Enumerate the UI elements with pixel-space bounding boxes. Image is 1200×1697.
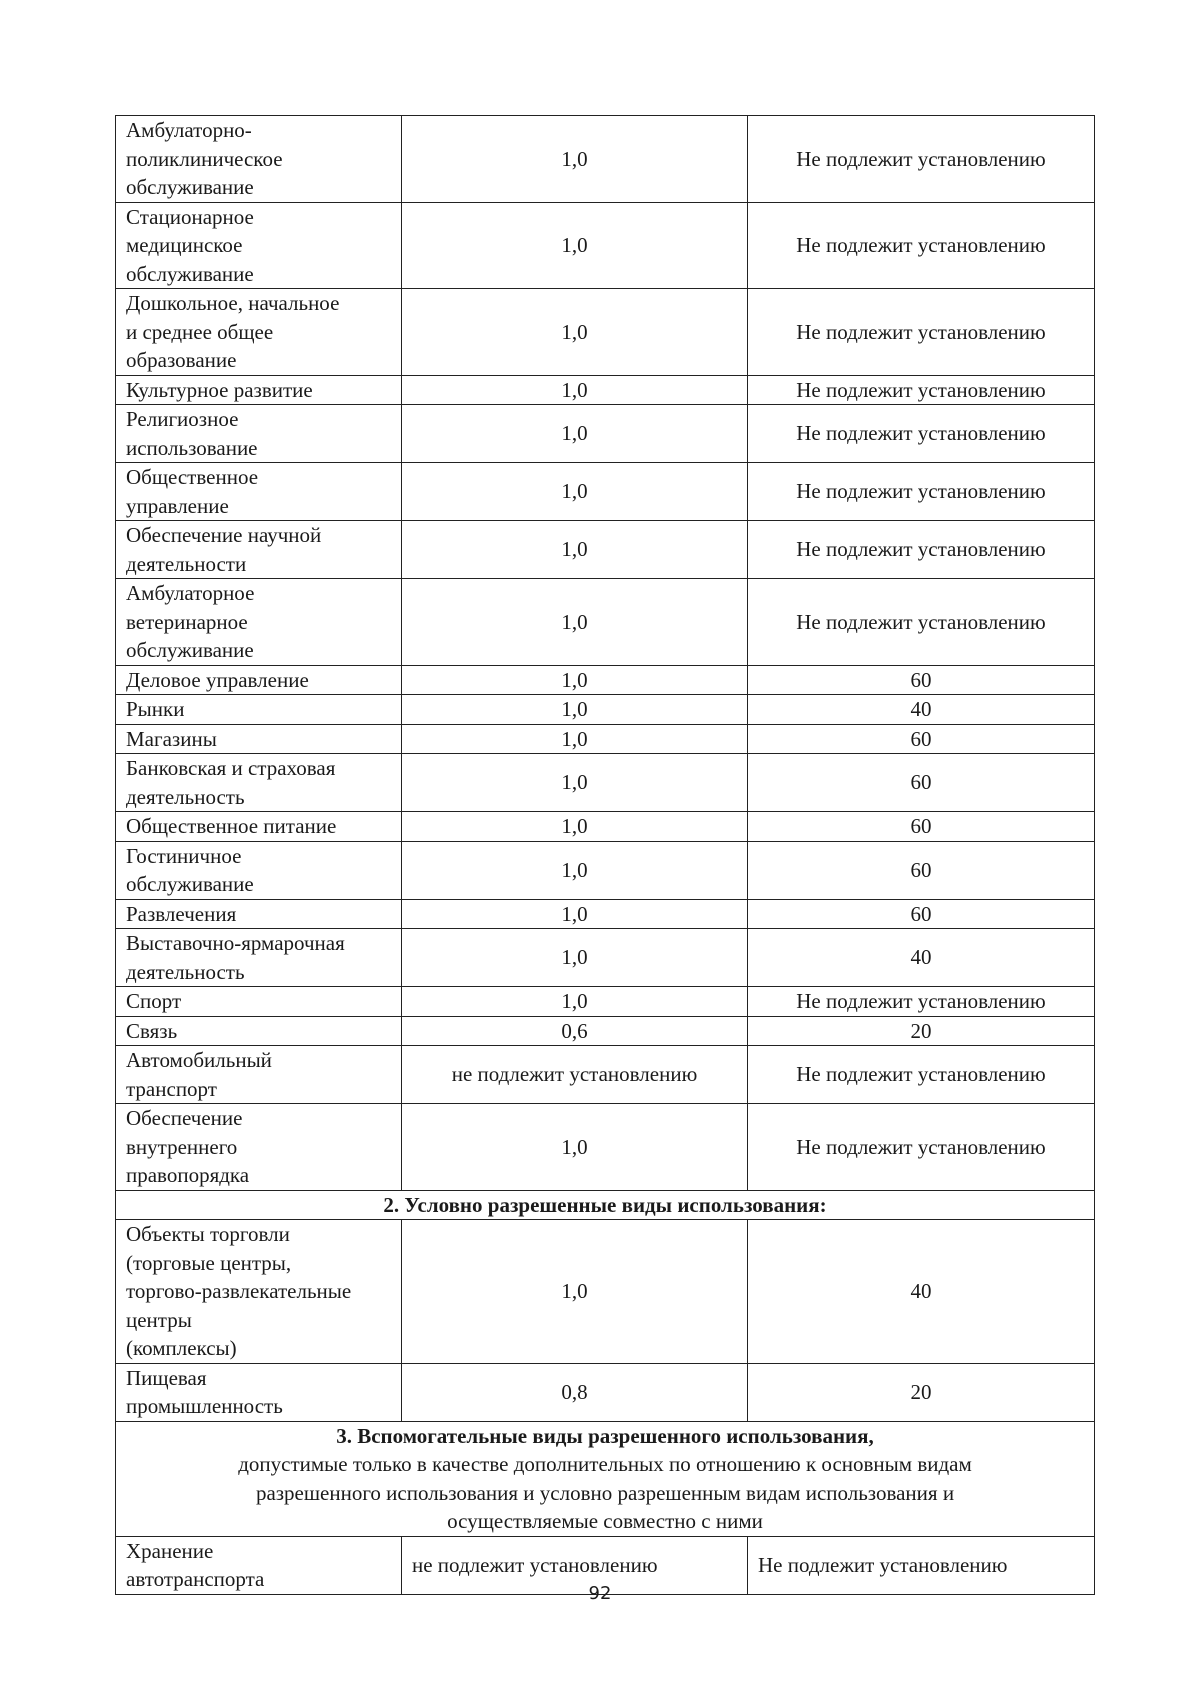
- coefficient-cell: 1,0: [402, 812, 748, 842]
- name-cell: Магазины: [116, 724, 402, 754]
- percent-cell: Не подлежит установлению: [748, 987, 1095, 1017]
- percent-cell: 60: [748, 899, 1095, 929]
- table-row: [116, 899, 1095, 929]
- section-title: 2. Условно разрешенные виды использования:: [383, 1192, 827, 1217]
- table-row: [116, 841, 1095, 899]
- coefficient-cell: 1,0: [402, 724, 748, 754]
- table-row: [116, 405, 1095, 463]
- percent-cell: Не подлежит установлению: [748, 1104, 1095, 1191]
- coefficient-cell: 1,0: [402, 1220, 748, 1364]
- name-cell: Амбулаторно- поликлиническое обслуживание: [116, 116, 402, 203]
- coefficient-cell: 0,6: [402, 1016, 748, 1046]
- percent-cell: Не подлежит установлению: [748, 405, 1095, 463]
- name-cell: Автомобильный транспорт: [116, 1046, 402, 1104]
- percent-cell: 60: [748, 812, 1095, 842]
- coefficient-cell: 1,0: [402, 695, 748, 725]
- name-cell: Амбулаторное ветеринарное обслуживание: [116, 579, 402, 666]
- percent-cell: Не подлежит установлению: [748, 521, 1095, 579]
- percent-cell: 60: [748, 665, 1095, 695]
- name-cell: Общественное управление: [116, 463, 402, 521]
- table-row: [116, 116, 1095, 203]
- table-row: [116, 987, 1095, 1017]
- table-row: [116, 1220, 1095, 1364]
- name-cell: Хранение автотранспорта: [116, 1536, 402, 1594]
- name-cell: Выставочно-ярмарочная деятельность: [116, 929, 402, 987]
- percent-cell: Не подлежит установлению: [748, 375, 1095, 405]
- percent-cell: 40: [748, 1220, 1095, 1364]
- percent-cell: 60: [748, 754, 1095, 812]
- name-cell: Обеспечение научной деятельности: [116, 521, 402, 579]
- table-row: [116, 1104, 1095, 1191]
- coefficient-cell: 1,0: [402, 463, 748, 521]
- name-cell: Обеспечение внутреннего правопорядка: [116, 1104, 402, 1191]
- section-2-header-cell: [116, 1190, 1095, 1220]
- table-row: [116, 665, 1095, 695]
- name-cell: Рынки: [116, 695, 402, 725]
- table-row: [116, 202, 1095, 289]
- name-cell: Связь: [116, 1016, 402, 1046]
- name-cell: Банковская и страховая деятельность: [116, 754, 402, 812]
- section-2-header: [116, 1190, 1095, 1220]
- table-row: [116, 695, 1095, 725]
- coefficient-cell: 1,0: [402, 987, 748, 1017]
- name-cell: Деловое управление: [116, 665, 402, 695]
- percent-cell: 60: [748, 841, 1095, 899]
- coefficient-cell: 1,0: [402, 1104, 748, 1191]
- percent-cell: Не подлежит установлению: [748, 202, 1095, 289]
- coefficient-cell: 1,0: [402, 899, 748, 929]
- section-subtitle-line: допустимые только в качестве дополнительных по отношению к основным видам: [238, 1452, 972, 1476]
- coefficient-cell: 1,0: [402, 521, 748, 579]
- coefficient-cell: 1,0: [402, 202, 748, 289]
- name-cell: Развлечения: [116, 899, 402, 929]
- name-cell: Объекты торговли (торговые центры, торгово-развлекательные центры (комплексы): [116, 1220, 402, 1364]
- table-row: [116, 929, 1095, 987]
- coefficient-cell: 1,0: [402, 579, 748, 666]
- percent-cell: Не подлежит установлению: [748, 289, 1095, 376]
- percent-cell: 60: [748, 724, 1095, 754]
- land-use-table: [115, 115, 1095, 1595]
- name-cell: Дошкольное, начальное и среднее общее образование: [116, 289, 402, 376]
- name-cell: Культурное развитие: [116, 375, 402, 405]
- percent-cell: Не подлежит установлению: [748, 116, 1095, 203]
- coefficient-cell: 1,0: [402, 289, 748, 376]
- coefficient-cell: 1,0: [402, 405, 748, 463]
- section-subtitle-line: разрешенного использования и условно разрешенным видам использования и: [255, 1480, 955, 1505]
- percent-cell: 20: [748, 1016, 1095, 1046]
- table-row: [116, 1016, 1095, 1046]
- section-3-header: [116, 1421, 1095, 1536]
- percent-cell: Не подлежит установлению: [748, 1536, 1095, 1594]
- coefficient-cell: не подлежит установлению: [402, 1046, 748, 1104]
- page-number: 92: [588, 1583, 612, 1604]
- name-cell: Спорт: [116, 987, 402, 1017]
- coefficient-cell: 1,0: [402, 116, 748, 203]
- table-row: [116, 289, 1095, 376]
- coefficient-cell: 1,0: [402, 754, 748, 812]
- percent-cell: Не подлежит установлению: [748, 1046, 1095, 1104]
- table-row: [116, 812, 1095, 842]
- percent-cell: 20: [748, 1363, 1095, 1421]
- coefficient-cell: 0,8: [402, 1363, 748, 1421]
- table-body: [116, 116, 1095, 1595]
- table-row: [116, 724, 1095, 754]
- percent-cell: Не подлежит установлению: [748, 463, 1095, 521]
- coefficient-cell: не подлежит установлению: [402, 1536, 748, 1594]
- coefficient-cell: 1,0: [402, 929, 748, 987]
- name-cell: Гостиничное обслуживание: [116, 841, 402, 899]
- section-3-header-cell: [116, 1421, 1095, 1536]
- coefficient-cell: 1,0: [402, 375, 748, 405]
- table-row: [116, 579, 1095, 666]
- percent-cell: 40: [748, 929, 1095, 987]
- coefficient-cell: 1,0: [402, 665, 748, 695]
- table-row: [116, 521, 1095, 579]
- table-row: [116, 1363, 1095, 1421]
- name-cell: Религиозное использование: [116, 405, 402, 463]
- name-cell: Стационарное медицинское обслуживание: [116, 202, 402, 289]
- percent-cell: Не подлежит установлению: [748, 579, 1095, 666]
- name-cell: Общественное питание: [116, 812, 402, 842]
- section-title: 3. Вспомогательные виды разрешенного использования,: [336, 1423, 874, 1448]
- table-row: [116, 754, 1095, 812]
- name-cell: Пищевая промышленность: [116, 1363, 402, 1421]
- percent-cell: 40: [748, 695, 1095, 725]
- coefficient-cell: 1,0: [402, 841, 748, 899]
- table-row: [116, 1046, 1095, 1104]
- table-row: [116, 463, 1095, 521]
- section-subtitle-line: осуществляемые совместно с ними: [447, 1509, 763, 1533]
- table-row: [116, 375, 1095, 405]
